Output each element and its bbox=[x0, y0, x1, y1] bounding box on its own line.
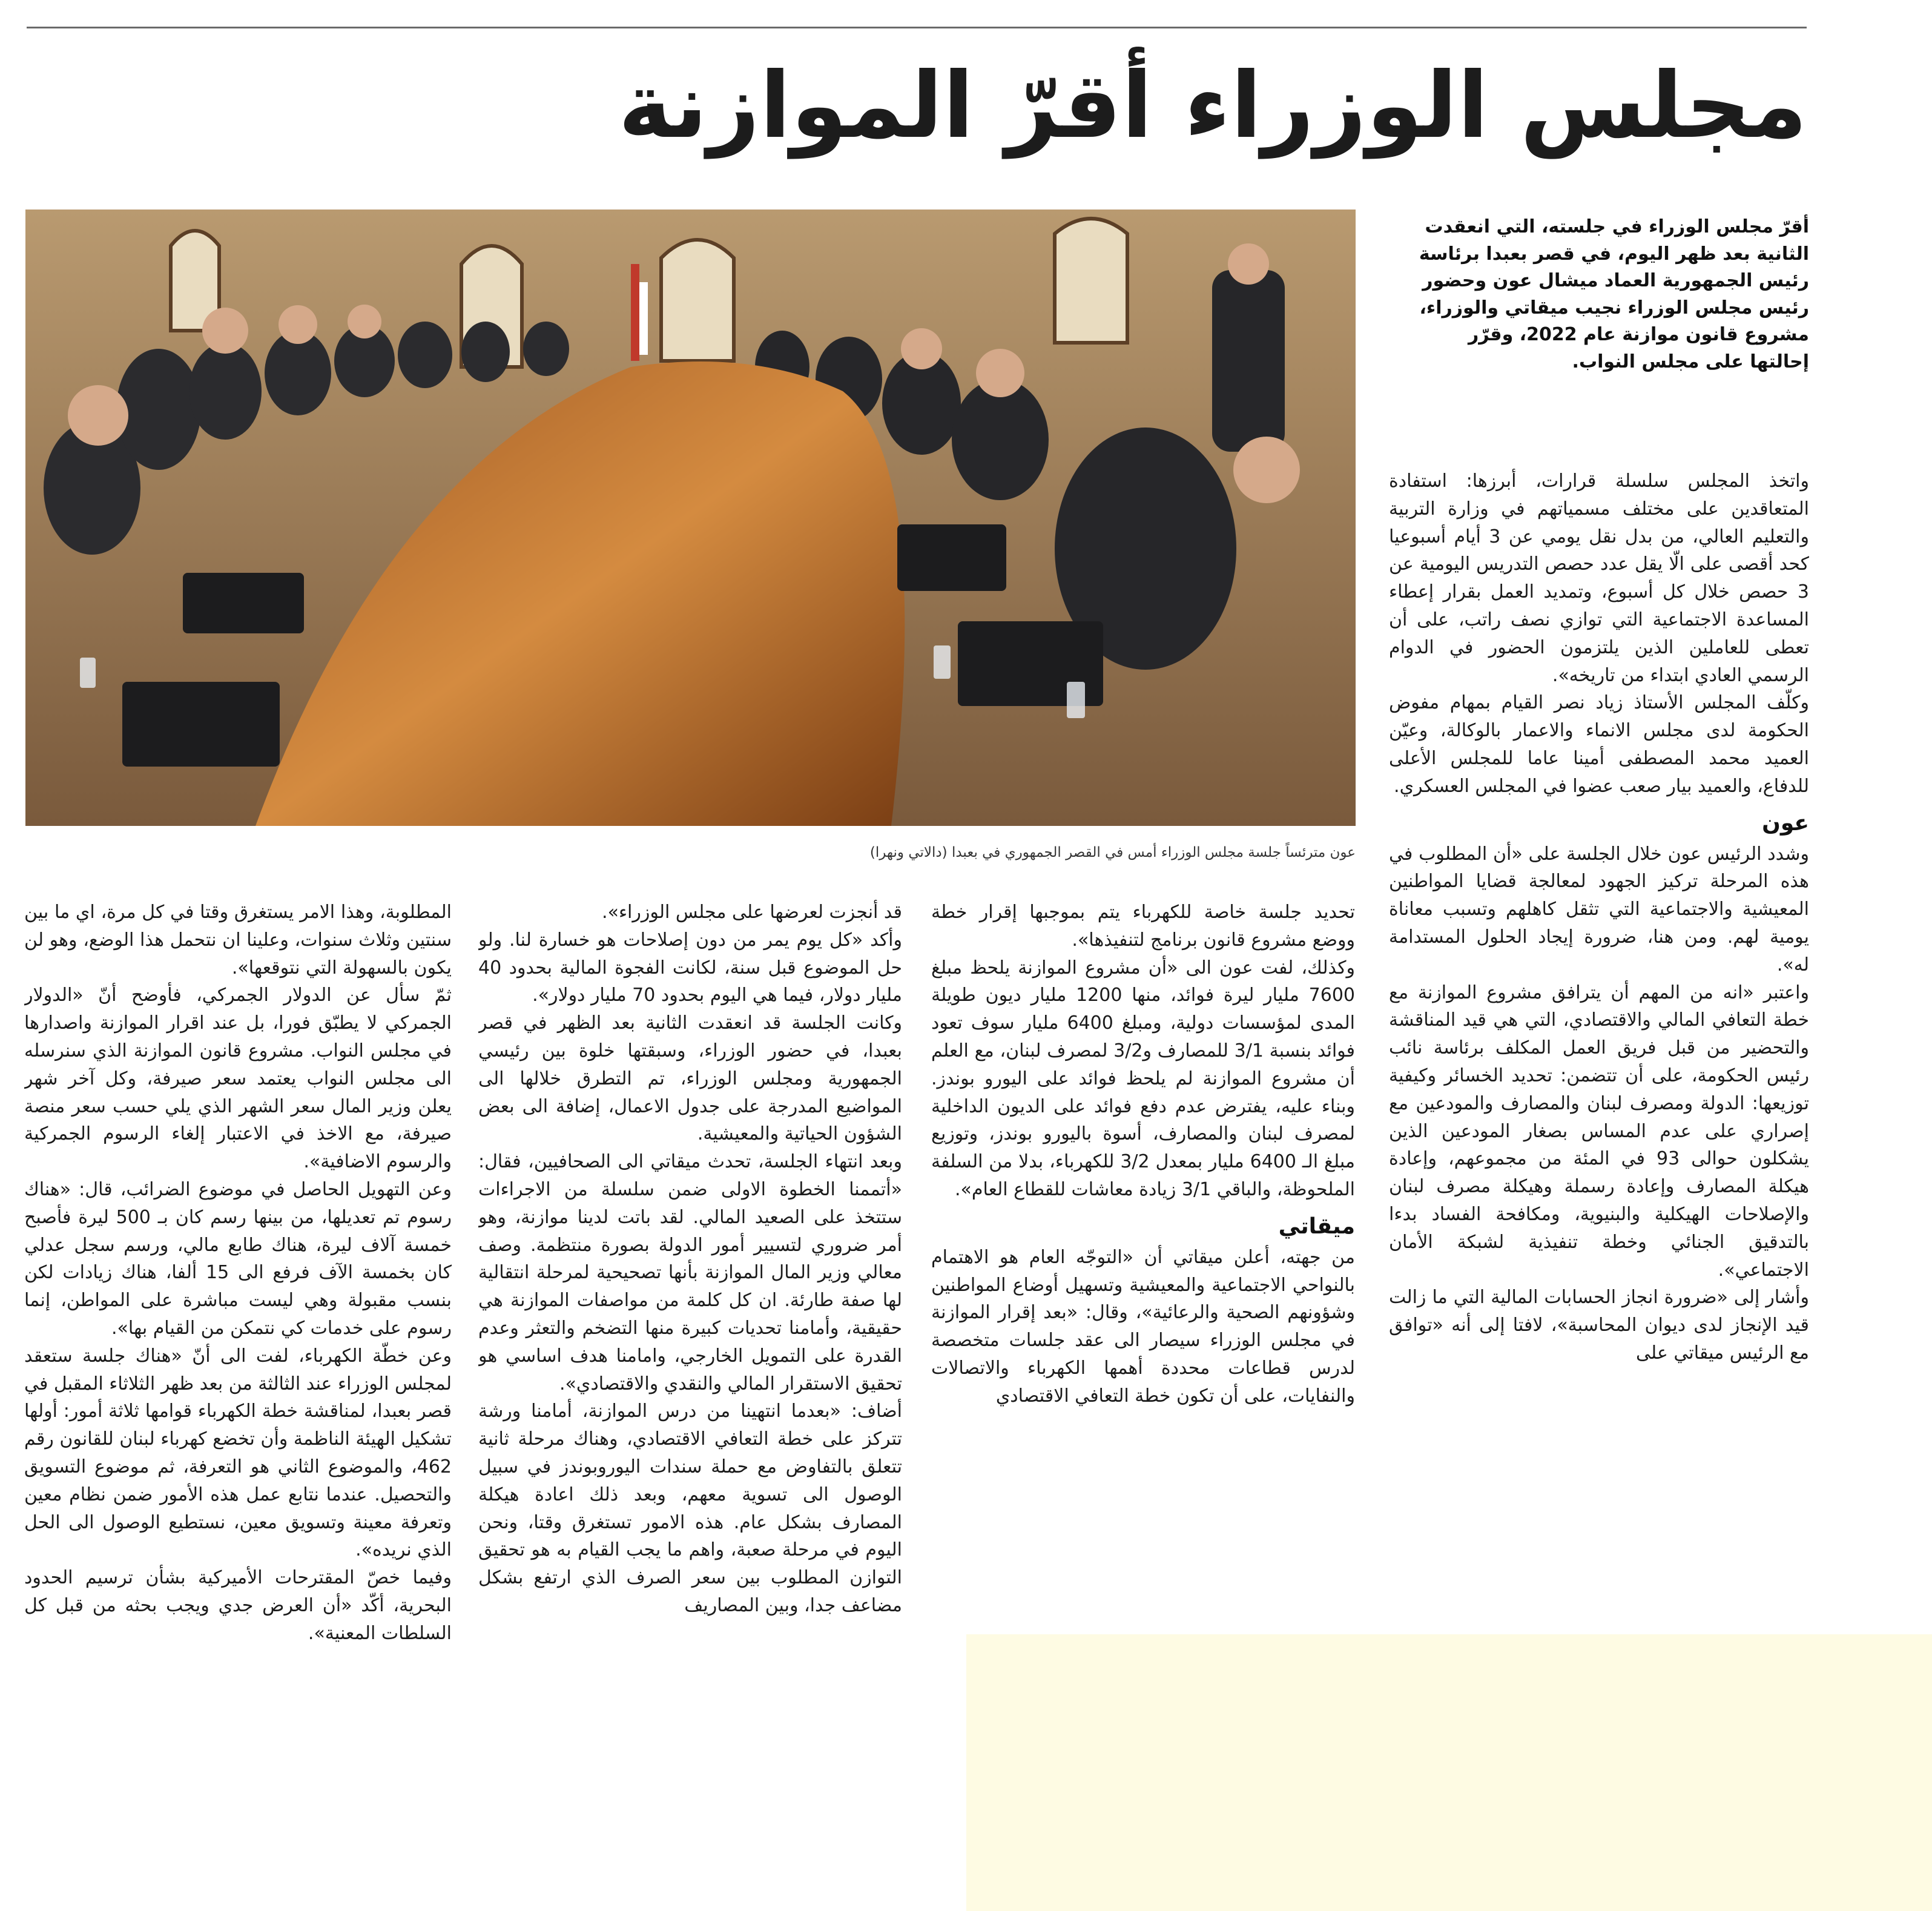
paragraph: أضاف: «بعدما انتهينا من درس الموازنة، أمامنا ورشة تتركز على خطة التعافي الاقتصادي، وهناك مرحلة ثانية تتعلق بالتفاوض مع حملة سندات اليوروبوندز في سبيل الوصول الى تسوية معهم، وبعد ذلك اعادة هيكلة المصارف بشكل عام. هذه الامور تستغرق وقتا، ونحن اليوم في مرحلة صعبة، واهم ما يجب القيام به هو تحقيق التوازن المطلوب بين سعر الصرف الذي ارتفع بشكل مضاعف جدا، وبين المصاريف bbox=[478, 1401, 902, 1616]
lead-text: أقرّ مجلس الوزراء في جلسته، التي انعقدت الثانية بعد ظهر اليوم، في قصر بعبدا برئاسة رئيس الجمهورية العماد ميشال عون وحضور رئيس مجلس الوزراء نجيب ميقاتي والوزراء، مشروع قانون موازنة عام 2022، وقرّر إحالتها على مجلس النواب. bbox=[1419, 216, 1809, 372]
paragraph: واعتبر «انه من المهم أن يترافق مشروع الموازنة مع خطة التعافي المالي والاقتصادي، التي هي قيد المناقشة والتحضير من قبل فريق العمل المكلف برئاسة نائب رئيس الحكومة، على أن تتضمن: تحديد الخسائر وكيفية توزيعها: الدولة ومصرف لبنان والمصارف والمودعين مع إصراري على عدم المساس بصغار المودعين الذين يشكلون حوالى 93 في المئة من مجموعهم، وإعادة هيكلة المصارف وإعادة رسملة وهيكلة مصرف لبنان والإصلاحات الهيكلية والبنيوية، ومكافحة الفساد بدءا بالتدقيق الجنائي وخطة تنفيذية لشبكة الأمان الاجتماعي». bbox=[1389, 982, 1809, 1281]
section-heading-mikati: ميقاتي bbox=[1278, 1213, 1355, 1239]
paragraph: وأشار إلى «ضرورة انجاز الحسابات المالية التي ما زالت قيد الإنجاز لدى ديوان المحاسبة»، لافتا إلى أنه «توافق مع الرئيس ميقاتي على bbox=[1389, 1287, 1809, 1364]
paragraph: المطلوبة، وهذا الامر يستغرق وقتا في كل مرة، اي ما بين سنتين وثلاث سنوات، وعلينا ان نتحمل هذا الوضع، وهو لن يكون بالسهولة التي نتوقعها». bbox=[24, 902, 452, 979]
article-column-4 bbox=[24, 899, 452, 1855]
article-column-3 bbox=[478, 899, 902, 1873]
photo-caption: عون مترئساً جلسة مجلس الوزراء أمس في القصر الجمهوري في بعبدا (دالاتي ونهرا) bbox=[869, 845, 1356, 860]
paragraph: وأكد «كل يوم يمر من دون إصلاحات هو خسارة لنا. ولو حل الموضوع قبل سنة، لكانت الفجوة المالية بحدود 40 مليار دولار، فيما هي اليوم بحدود 70 مليار دولار». bbox=[478, 929, 902, 1006]
paragraph: واتخذ المجلس سلسلة قرارات، أبرزها: استفادة المتعاقدين على مختلف مسمياتهم في وزارة التربية والتعليم العالي، من بدل نقل يومي عن 3 أيام أسبوعيا كحد أقصى على الّا يقل عدد حصص التدريس اليومية عن 3 حصص خلال كل أسبوع، وتمديد العمل بقرار إعطاء المساعدة الاجتماعية التي توازي نصف راتب، على أن تعطى للعاملين الذين يلتزمون الحضور في الدوام الرسمي العادي ابتداء من تاريخه». bbox=[1389, 470, 1809, 686]
paragraph: وبعد انتهاء الجلسة، تحدث ميقاتي الى الصحافيين، فقال: «أتممنا الخطوة الاولى ضمن سلسلة من الاجراءات ستتخذ على الصعيد المالي. لقد باتت لدينا موازنة، وهو أمر ضروري لتسيير أمور الدولة بصورة منتظمة. وصف معالي وزير المال الموازنة بأنها تصحيحية لمرحلة انتقالية لها صفة طارئة. ان كل كلمة من مواصفات الموازنة هي حقيقية، وأمامنا تحديات كبيرة منها التضخم والتعثر وعدم القدرة على التمويل الخارجي، وامامنا هدف اساسي هو تحقيق الاستقرار المالي والنقدي والاقتصادي». bbox=[478, 1151, 902, 1394]
paragraph: وعن خطّة الكهرباء، لفت الى أنّ «هناك جلسة ستعقد لمجلس الوزراء عند الثالثة من بعد ظهر الثلاثاء المقبل في قصر بعبدا، لمناقشة خطة الكهرباء قوامها ثلاثة أمور: أولها تشكيل الهيئة الناظمة وأن تخضع كهرباء لبنان للقانون رقم 462، والموضوع الثاني هو التعرفة، ثم موضوع التسويق والتحصيل. عندما نتابع عمل هذه الأمور ضمن نظام معين وتعرفة معينة وتسويق معين، نستطيع الوصول الى الحل الذي نريده». bbox=[24, 1345, 452, 1561]
paragraph: وكانت الجلسة قد انعقدت الثانية بعد الظهر في قصر بعبدا، في حضور الوزراء، وسبقتها خلوة بين رئيسي الجمهورية ومجلس الوزراء، تم التطرق خلالها الى المواضيع المدرجة على جدول الاعمال، إضافة الى بعض الشؤون الحياتية والمعيشية. bbox=[478, 1012, 902, 1145]
top-rule bbox=[27, 27, 1807, 28]
section-heading-aoun: عون bbox=[1762, 810, 1809, 836]
paragraph: تحديد جلسة خاصة للكهرباء يتم بموجبها إقرار خطة ووضع مشروع قانون برنامج لتنفيذها». bbox=[931, 902, 1355, 951]
cabinet-meeting-photo-icon bbox=[25, 210, 1356, 826]
paragraph: وكلّف المجلس الأستاذ زياد نصر القيام بمهام مفوض الحكومة لدى مجلس الانماء والاعمار بالوكالة، وعيّن العميد محمد المصطفى أمينا عاما للمجلس الأعلى للدفاع، والعميد بيار صعب عضوا في المجلس العسكري. bbox=[1389, 692, 1809, 797]
paragraph: وشدد الرئيس عون خلال الجلسة على «أن المطلوب في هذه المرحلة تركيز الجهود لمعالجة قضايا المواطنين المعيشية والاجتماعية التي تثقل كاهلهم وتسبب معاناة يومية لهم. ومن هنا، ضرورة إيجاد الحلول المستدامة له». bbox=[1389, 843, 1809, 975]
empty-yellow-box bbox=[966, 1634, 1932, 1911]
paragraph: وفيما خصّ المقترحات الأميركية بشأن ترسيم الحدود البحرية، أكّد «أن العرض جدي ويجب بحثه من قبل كل السلطات المعنية». bbox=[24, 1567, 452, 1644]
paragraph: قد أنجزت لعرضها على مجلس الوزراء». bbox=[602, 902, 902, 923]
cabinet-meeting-photo bbox=[25, 210, 1356, 826]
paragraph: وعن التهويل الحاصل في موضوع الضرائب، قال: «هناك رسوم تم تعديلها، من بينها رسم كان بـ 500 ليرة فأصبح خمسة آلاف ليرة، هناك طابع مالي، ورسم سجل عدلي كان بخمسة الآف فرفع الى 15 ألفا، هناك زيادات لكن بنسب مقبولة وهي ليست مباشرة على المواطن، إنما رسوم على خدمات كي نتمكن من القيام بها». bbox=[24, 1178, 452, 1339]
lead-paragraph bbox=[1403, 214, 1809, 375]
paragraph: ثمّ سأل عن الدولار الجمركي، فأوضح أنّ «الدولار الجمركي لا يطبّق فورا، بل عند اقرار الموازنة واصدارها في مجلس النواب. مشروع قانون الموازنة الذي سنرسله الى مجلس النواب يعتمد سعر صيرفة، وكل آخر شهر يعلن وزير المال سعر الشهر الذي يلي حسب سعر منصة صيرفة، مع الاخذ في الاعتبار إلغاء الرسوم الجمركية والرسوم الاضافية». bbox=[24, 985, 452, 1173]
article-column-2 bbox=[931, 899, 1355, 1583]
paragraph: وكذلك، لفت عون الى «أن مشروع الموازنة يلحظ مبلغ 7600 مليار ليرة فوائد، منها 1200 مليار ديون طويلة المدى لمؤسسات دولية، ومبلغ 6400 مليار سوف تعود فوائد بنسبة 3/1 للمصارف و3/2 لمصرف لبنان، مع العلم أن مشروع الموازنة لم يلحظ فوائد على اليورو بوندز. وبناء عليه، يفترض عدم دفع فوائد على الديون الداخلية لمصرف لبنان والمصارف، أسوة باليورو بوندز، وتوزيع مبلغ الـ 6400 مليار بمعدل 3/2 للكهرباء، بدلا من السلفة الملحوظة، والباقي 3/1 زيادة معاشات للقطاع العام». bbox=[931, 957, 1355, 1200]
headline: مجلس الوزراء أقرّ الموازنة bbox=[618, 53, 1807, 159]
article-column-1 bbox=[1389, 467, 1809, 1515]
paragraph: من جهته، أعلن ميقاتي أن «التوجّه العام هو الاهتمام بالنواحي الاجتماعية والمعيشية وتسهيل أوضاع المواطنين وشؤونهم الصحية والرعائية»، وقال: «بعد إقرار الموازنة في مجلس الوزراء سيصار الى عقد جلسات متخصصة لدرس قطاعات محددة أهمها الكهرباء والاتصالات والنفايات، على أن تكون خطة التعافي الاقتصادي bbox=[931, 1246, 1355, 1407]
